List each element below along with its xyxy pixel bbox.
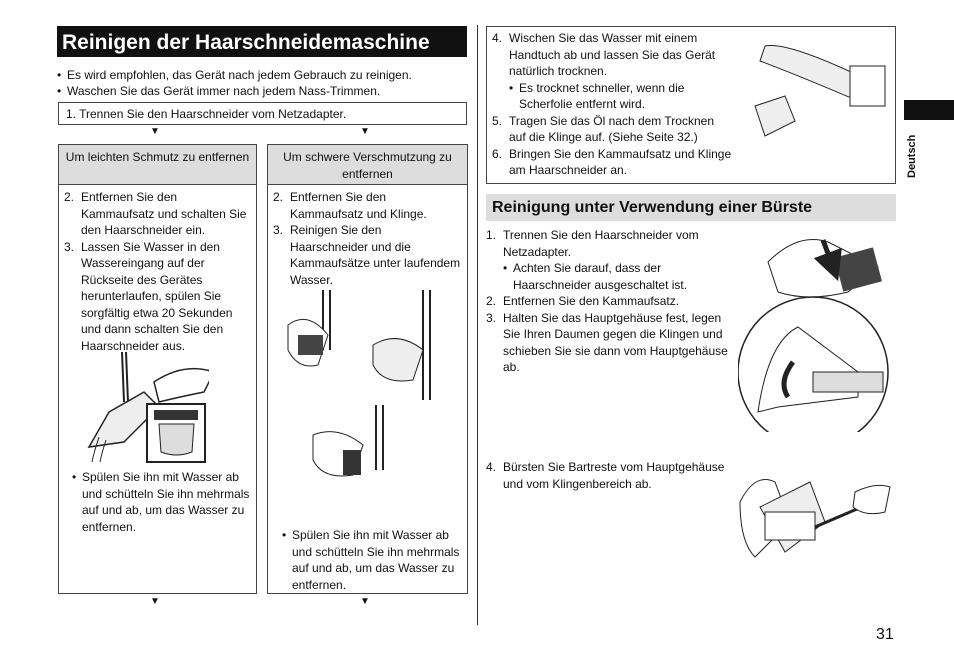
column-divider [477, 25, 478, 625]
step-item: 3. Lassen Sie Wasser in den Wassereingang auf der Rückseite des Gerätes herunterlaufen, spülen Sie sorgfältig etwa 20 Sekunden und dann schalten Sie den Haarschneider aus. [64, 239, 233, 353]
down-arrow-icon: ▼ [360, 126, 370, 137]
brushing-illustration [735, 462, 895, 580]
step-item: 5. Tragen Sie das Öl nach dem Trocknen auf die Klinge auf. (Siehe Seite 32.) [492, 113, 714, 144]
page-number: 31 [876, 626, 894, 643]
down-arrow-icon: ▼ [360, 596, 370, 607]
step-item: 2. Entfernen Sie den Kammaufsatz und schalten Sie den Haarschneider ein. [64, 190, 247, 237]
step-item: 2. Entfernen Sie den Kammaufsatz und Klinge. [273, 190, 427, 221]
step-1-box: 1. Trennen Sie den Haarschneider vom Netzadapter. [58, 102, 467, 125]
rinse-illustration [84, 352, 209, 464]
blade-removal-illustration [738, 222, 898, 432]
step-item: 4. Wischen Sie das Wasser mit einem Handtuch ab und lassen Sie das Gerät natürlich trocknen. • Es trocknet schneller, wenn die Scherfolie entfernt wird. [492, 30, 732, 113]
step-item: 2. Entfernen Sie den Kammaufsatz. [486, 294, 680, 308]
section-tab [904, 100, 954, 120]
page-title: Reinigen der Haarschneidemaschine [57, 26, 467, 57]
heavy-dirt-note: • Spülen Sie ihn mit Wasser ab und schütteln Sie ihn mehrmals auf und ab, um das Wasser zu entfernen. [282, 527, 466, 593]
step-item: 3. Reinigen Sie den Haarschneider und die Kammaufsätze unter laufendem Wasser. [273, 223, 461, 287]
brush-step-4 [486, 459, 736, 492]
step-item: 4. Bürsten Sie Bartreste vom Hauptgehäuse und vom Klingenbereich ab. [486, 460, 725, 491]
down-arrow-icon: ▼ [150, 126, 160, 137]
step-item: 1. Trennen Sie den Haarschneider vom Netzadapter. • Achten Sie darauf, dass der Haarschneider ausgeschaltet ist. [486, 227, 731, 293]
drying-illustration [740, 36, 890, 146]
brush-steps [486, 227, 731, 376]
step-item: 3. Halten Sie das Hauptgehäuse fest, legen Sie Ihren Daumen gegen die Klingen und schieben Sie sie dann vom Hauptgehäuse ab. [486, 310, 728, 374]
intro-bullet: • Waschen Sie das Gerät immer nach jedem Nass-Trimmen. [57, 83, 467, 99]
step-item: 6. Bringen Sie den Kammaufsatz und Klinge am Haarschneider an. [492, 146, 732, 177]
brush-section-title: Reinigung unter Verwendung einer Bürste [486, 194, 896, 221]
down-arrow-icon: ▼ [150, 596, 160, 607]
intro-bullets [57, 67, 467, 99]
light-dirt-heading: Um leichten Schmutz zu entfernen [59, 145, 256, 185]
heavy-dirt-heading: Um schwere Verschmutzung zu entfernen [268, 145, 467, 185]
light-dirt-note: • Spülen Sie ihn mit Wasser ab und schütteln Sie ihn mehrmals auf und ab, um das Wasser zu entfernen. [72, 469, 256, 535]
rinse-heavy-illustration [278, 290, 458, 515]
language-label: Deutsch [906, 134, 918, 178]
intro-bullet: • Es wird empfohlen, das Gerät nach jedem Gebrauch zu reinigen. [57, 67, 467, 83]
